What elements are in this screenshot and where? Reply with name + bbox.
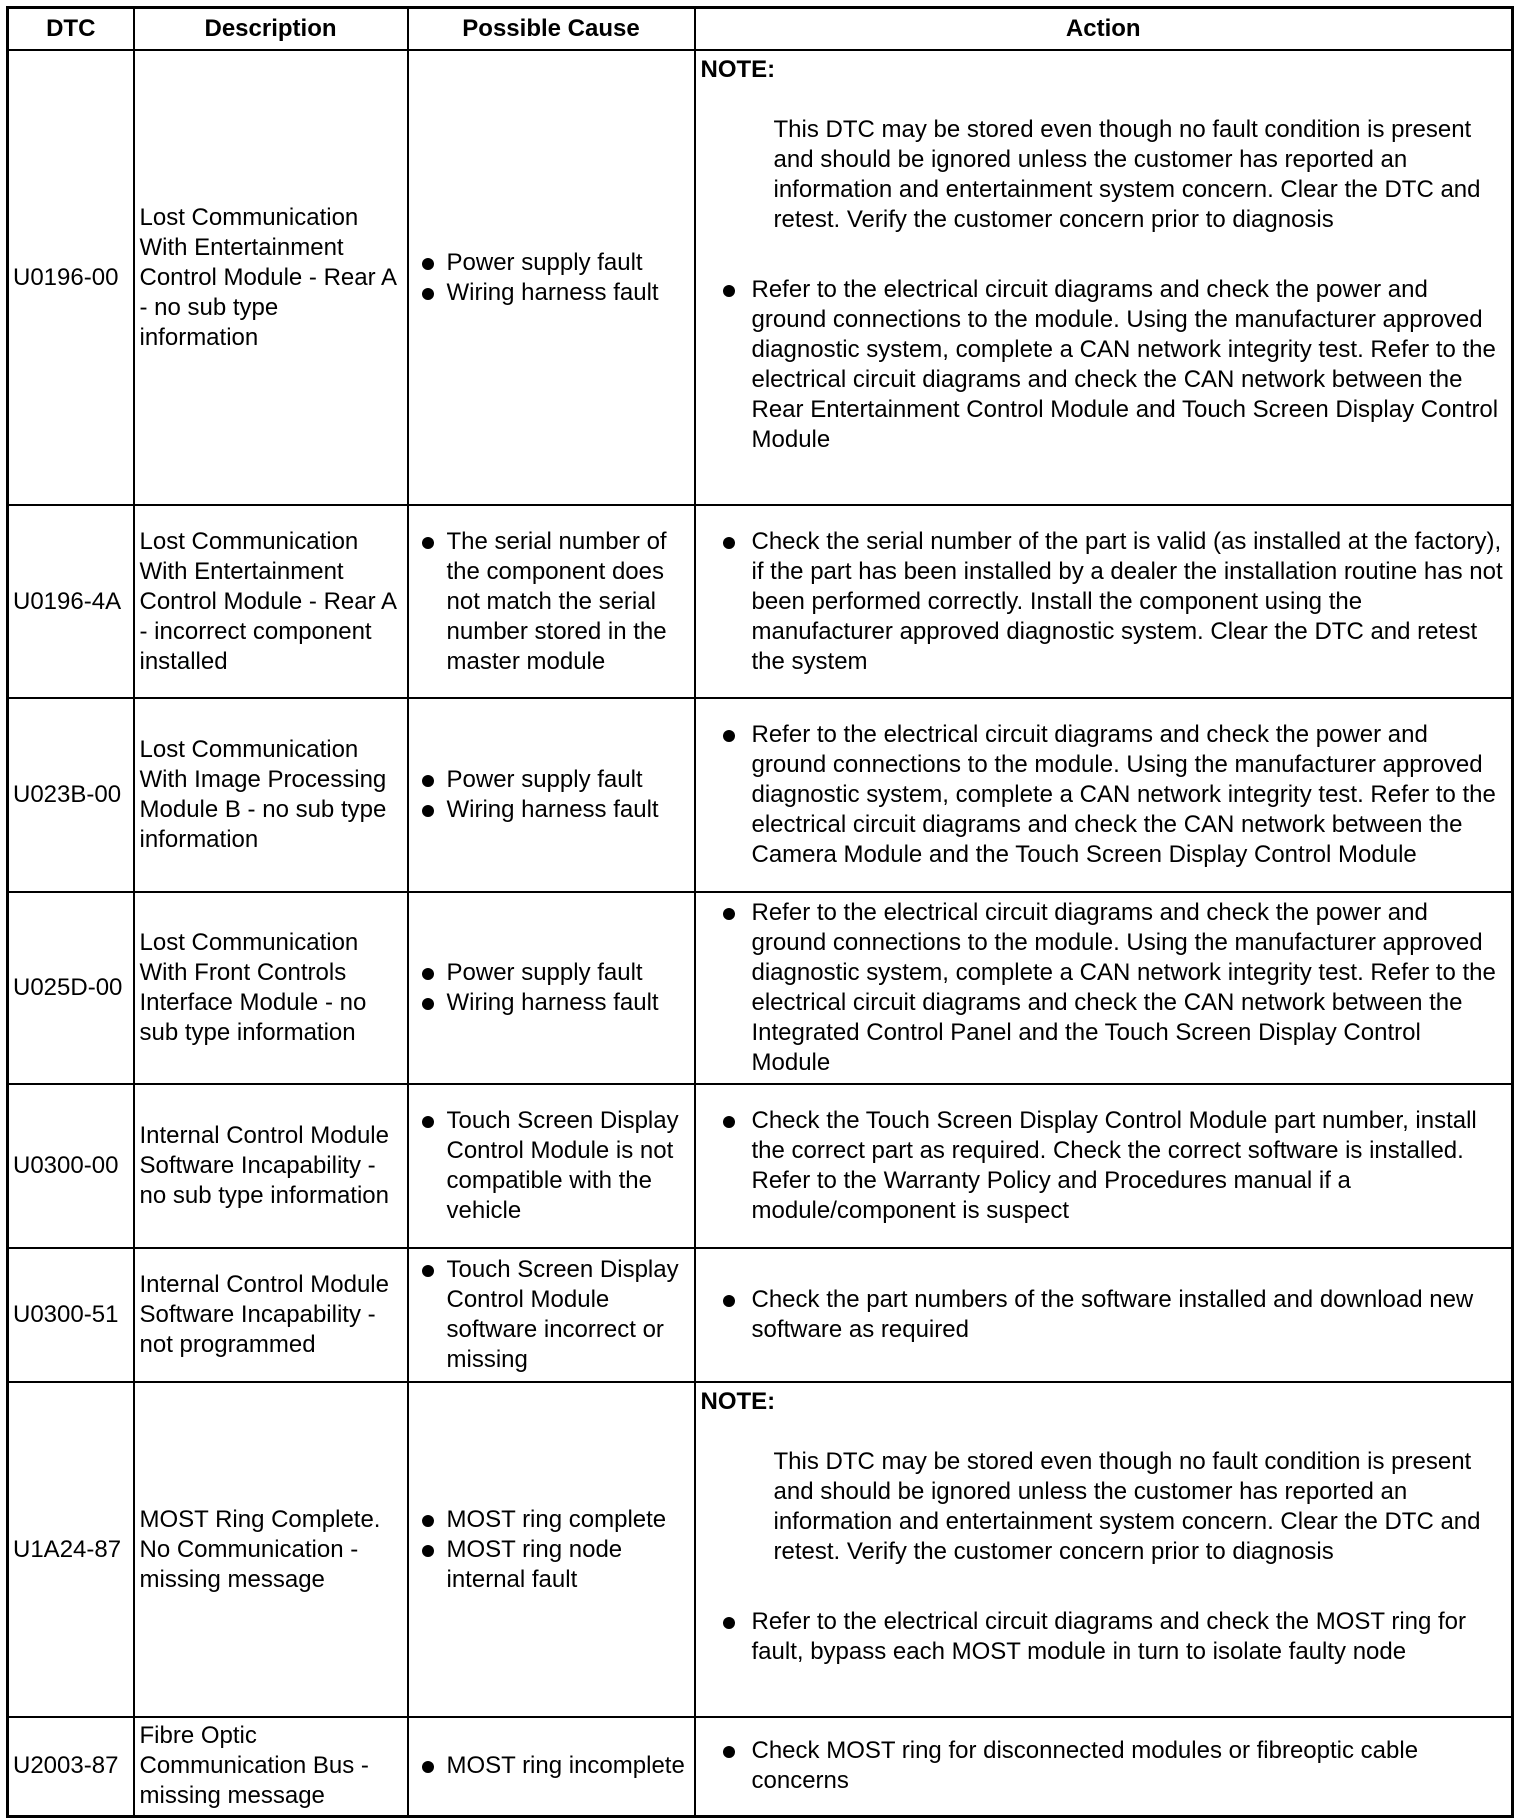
possible-cause: [408, 1248, 695, 1382]
header-possible-cause: Possible Cause: [408, 8, 695, 51]
action: [695, 1382, 1513, 1717]
possible-cause: [408, 1717, 695, 1816]
table-row: [8, 892, 1513, 1084]
possible-cause: [408, 505, 695, 698]
dtc-code: U0196-4A: [8, 505, 134, 698]
table-row: [8, 698, 1513, 892]
action: [695, 892, 1513, 1084]
possible-cause: [408, 1382, 695, 1717]
dtc-code: U0300-51: [8, 1248, 134, 1382]
cause-item: Power supply fault: [414, 765, 689, 795]
table-row: [8, 1248, 1513, 1382]
action: [695, 1084, 1513, 1248]
dtc-code: U023B-00: [8, 698, 134, 892]
table-row: [8, 50, 1513, 505]
action-item: Check the Touch Screen Display Control Module part number, install the correct part as required. Check the correct software is installed. Refer to the Warranty Policy and Procedures manual if a module/component is suspect: [701, 1106, 1507, 1226]
action-item: Check the serial number of the part is valid (as installed at the factory), if the part has been installed by a dealer the installation routine has not been performed correctly. Install the component using the manufacturer approved diagnostic system. Clear the DTC and retest the system: [701, 527, 1507, 677]
note-label: NOTE:: [700, 1388, 776, 1415]
table-row: [8, 1084, 1513, 1248]
dtc-code: U025D-00: [8, 892, 134, 1084]
dtc-code: U0196-00: [8, 50, 134, 505]
cause-item: Touch Screen Display Control Module is not compatible with the vehicle: [414, 1106, 689, 1226]
action: [695, 1717, 1513, 1816]
cause-item: MOST ring node internal fault: [414, 1535, 689, 1595]
header-row: [8, 8, 1513, 51]
table-row: [8, 1717, 1513, 1816]
description: Lost Communication With Front Controls Interface Module - no sub type information: [134, 892, 408, 1084]
cause-item: The serial number of the component does not match the serial number stored in the master module: [414, 527, 689, 677]
description: Lost Communication With Entertainment Control Module - Rear A - no sub type information: [134, 50, 408, 505]
action-item: Check the part numbers of the software installed and download new software as required: [701, 1285, 1507, 1345]
note-text: This DTC may be stored even though no fault condition is present and should be ignored unless the customer has reported an information and entertainment system concern. Clear the DTC and retest. Verify the customer concern prior to diagnosis: [773, 116, 1481, 233]
cause-item: Wiring harness fault: [414, 278, 689, 308]
header-action: Action: [695, 8, 1513, 51]
action-item: Refer to the electrical circuit diagrams and check the power and ground connections to the module. Using the manufacturer approved diagnostic system, complete a CAN network integrity test. Refer to the electrical circuit diagrams and check the CAN network between the Integrated Control Panel and the Touch Screen Display Control Module: [701, 898, 1507, 1078]
cause-item: MOST ring complete: [414, 1505, 689, 1535]
action: [695, 1248, 1513, 1382]
possible-cause: [408, 892, 695, 1084]
description: Lost Communication With Entertainment Control Module - Rear A - incorrect component installed: [134, 505, 408, 698]
description: MOST Ring Complete. No Communication - missing message: [134, 1382, 408, 1717]
action-item: Refer to the electrical circuit diagrams and check the power and ground connections to the module. Using the manufacturer approved diagnostic system, complete a CAN network integrity test. Refer to the electrical circuit diagrams and check the CAN network between the Camera Module and the Touch Screen Display Control Module: [701, 720, 1507, 870]
note-label: NOTE:: [700, 56, 776, 83]
possible-cause: [408, 698, 695, 892]
action: [695, 50, 1513, 505]
header-description: Description: [134, 8, 408, 51]
action: [695, 505, 1513, 698]
description: Internal Control Module Software Incapability - no sub type information: [134, 1084, 408, 1248]
possible-cause: [408, 1084, 695, 1248]
cause-item: Power supply fault: [414, 958, 689, 988]
cause-item: Wiring harness fault: [414, 988, 689, 1018]
action-item: Refer to the electrical circuit diagrams and check the MOST ring for fault, bypass each MOST module in turn to isolate faulty node: [701, 1607, 1507, 1667]
dtc-table: [6, 6, 1514, 1818]
cause-item: Touch Screen Display Control Module software incorrect or missing: [414, 1255, 689, 1375]
header-dtc: DTC: [8, 8, 134, 51]
note-text: This DTC may be stored even though no fault condition is present and should be ignored unless the customer has reported an information and entertainment system concern. Clear the DTC and retest. Verify the customer concern prior to diagnosis: [773, 1448, 1481, 1565]
action-item: Refer to the electrical circuit diagrams and check the power and ground connections to the module. Using the manufacturer approved diagnostic system, complete a CAN network integrity test. Refer to the electrical circuit diagrams and check the CAN network between the Rear Entertainment Control Module and Touch Screen Display Control Module: [701, 275, 1507, 455]
dtc-code: U2003-87: [8, 1717, 134, 1816]
description: Lost Communication With Image Processing Module B - no sub type information: [134, 698, 408, 892]
possible-cause: [408, 50, 695, 505]
cause-item: Wiring harness fault: [414, 795, 689, 825]
cause-item: Power supply fault: [414, 248, 689, 278]
description: Fibre Optic Communication Bus - missing message: [134, 1717, 408, 1816]
description: Internal Control Module Software Incapability - not programmed: [134, 1248, 408, 1382]
action: [695, 698, 1513, 892]
action-item: Check MOST ring for disconnected modules or fibreoptic cable concerns: [701, 1736, 1507, 1796]
dtc-code: U1A24-87: [8, 1382, 134, 1717]
dtc-code: U0300-00: [8, 1084, 134, 1248]
table-row: [8, 505, 1513, 698]
table-row: [8, 1382, 1513, 1717]
cause-item: MOST ring incomplete: [414, 1751, 689, 1781]
